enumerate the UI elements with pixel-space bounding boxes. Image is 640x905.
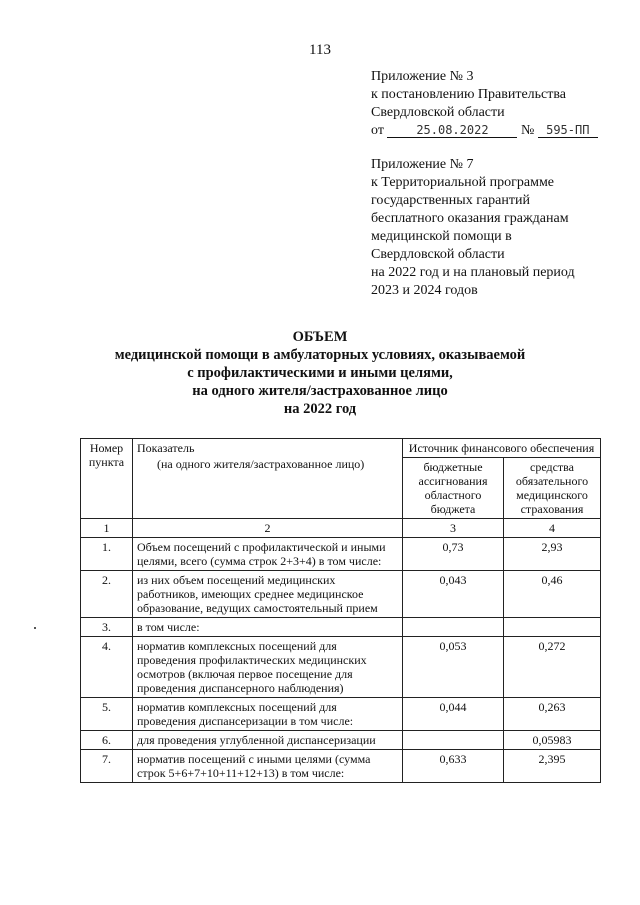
table-row xyxy=(81,637,601,698)
header-funding-source: Источник финансового обеспечения xyxy=(403,439,601,458)
row-oms-value: 2,395 xyxy=(504,750,601,783)
row-oms-value: 0,46 xyxy=(504,571,601,618)
row-budget-value: 0,633 xyxy=(403,750,504,783)
table-header-row xyxy=(81,439,601,458)
row-budget-value: 0,053 xyxy=(403,637,504,698)
table-row xyxy=(81,571,601,618)
title-line: медицинской помощи в амбулаторных условиях, оказываемой xyxy=(114,347,526,363)
row-indicator: норматив комплексных посещений для проведения профилактических медицинских осмотров (включая первое посещение для проведения диспансерного наблюдения) xyxy=(133,637,403,698)
page-number: 113 xyxy=(309,42,331,58)
annex-7-line: бесплатного оказания гражданам xyxy=(371,211,569,226)
row-number: 6. xyxy=(81,731,133,750)
annex-3-line3: Свердловской области xyxy=(371,105,505,120)
header-oms: средства обязательного медицинского страхования xyxy=(504,458,601,519)
index-cell: 3 xyxy=(403,519,504,538)
row-budget-value xyxy=(403,731,504,750)
annex-7-line: к Территориальной программе xyxy=(371,175,555,190)
number-prefix: № xyxy=(520,123,535,138)
header-number: Номер пункта xyxy=(81,439,133,519)
title-line: с профилактическими и иными целями, xyxy=(187,365,453,381)
header-indicator-title: Показатель xyxy=(137,441,195,455)
row-indicator: Объем посещений с профилактической и иными целями, всего (сумма строк 2+3+4) в том числе: xyxy=(133,538,403,571)
annex-7-line: медицинской помощи в xyxy=(371,229,512,244)
annex-7-line: 2023 и 2024 годов xyxy=(371,283,478,298)
resolution-number: 595-ПП xyxy=(538,123,598,138)
row-number: 4. xyxy=(81,637,133,698)
row-number: 1. xyxy=(81,538,133,571)
title-line: на 2022 год xyxy=(283,401,357,417)
row-oms-value: 0,263 xyxy=(504,698,601,731)
table-row xyxy=(81,698,601,731)
table-row xyxy=(81,750,601,783)
table-index-row xyxy=(81,519,601,538)
table-row xyxy=(81,538,601,571)
row-budget-value: 0,044 xyxy=(403,698,504,731)
annex-7-line: на 2022 год и на плановый период xyxy=(371,265,575,280)
row-indicator: норматив посещений с иными целями (сумма строк 5+6+7+10+11+12+13) в том числе: xyxy=(133,750,403,783)
row-number: 3. xyxy=(81,618,133,637)
row-oms-value: 2,93 xyxy=(504,538,601,571)
row-number: 7. xyxy=(81,750,133,783)
annex-3-block xyxy=(371,68,598,140)
row-budget-value: 0,73 xyxy=(403,538,504,571)
table-row xyxy=(81,618,601,637)
date-prefix: от xyxy=(371,123,384,138)
annex-3-title: Приложение № 3 xyxy=(371,69,474,84)
index-cell: 2 xyxy=(133,519,403,538)
document-title xyxy=(0,328,640,418)
header-indicator-subtitle: (на одного жителя/застрахованное лицо) xyxy=(157,457,365,471)
row-indicator: норматив комплексных посещений для проведения диспансеризации в том числе: xyxy=(133,698,403,731)
row-oms-value xyxy=(504,618,601,637)
resolution-date: 25.08.2022 xyxy=(387,123,517,138)
row-budget-value: 0,043 xyxy=(403,571,504,618)
volume-table xyxy=(80,438,601,783)
index-cell: 4 xyxy=(504,519,601,538)
title-line: ОБЪЕМ xyxy=(292,329,348,345)
row-number: 5. xyxy=(81,698,133,731)
scan-speck xyxy=(34,627,36,629)
table-row xyxy=(81,731,601,750)
index-cell: 1 xyxy=(81,519,133,538)
title-line: на одного жителя/застрахованное лицо xyxy=(192,383,448,399)
row-budget-value xyxy=(403,618,504,637)
annex-7-line: Приложение № 7 xyxy=(371,157,474,172)
row-indicator: для проведения углубленной диспансеризации xyxy=(133,731,403,750)
row-oms-value: 0,272 xyxy=(504,637,601,698)
header-budget: бюджетные ассигнования областного бюджета xyxy=(403,458,504,519)
row-number: 2. xyxy=(81,571,133,618)
row-oms-value: 0,05983 xyxy=(504,731,601,750)
row-indicator: в том числе: xyxy=(133,618,403,637)
annex-3-line2: к постановлению Правительства xyxy=(371,87,567,102)
annex-7-line: государственных гарантий xyxy=(371,193,530,208)
header-indicator xyxy=(133,439,403,519)
annex-7-line: Свердловской области xyxy=(371,247,505,262)
row-indicator: из них объем посещений медицинских работников, имеющих среднее медицинское образование, ведущих самостоятельный прием xyxy=(133,571,403,618)
annex-3-date-line xyxy=(371,122,598,140)
annex-7-block xyxy=(371,156,575,300)
